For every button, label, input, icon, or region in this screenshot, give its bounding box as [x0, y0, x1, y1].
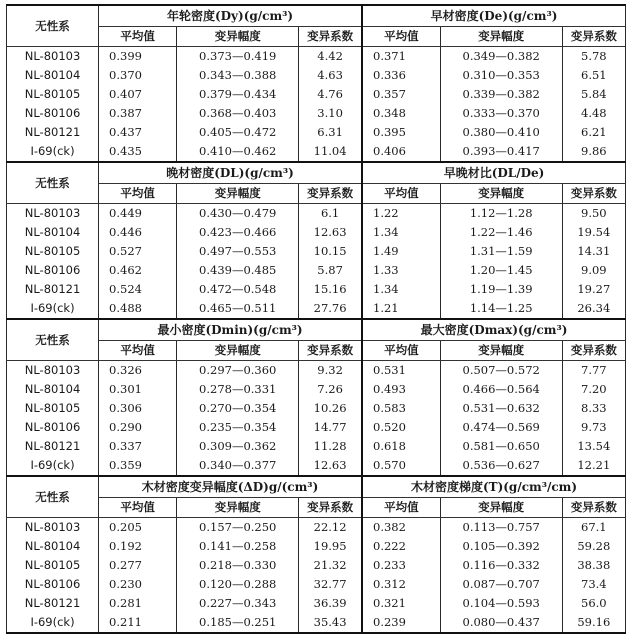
cv-header: 变异系数 — [299, 184, 362, 204]
left-cv: 15.16 — [299, 280, 362, 299]
clone-name: NL-80121 — [7, 437, 99, 456]
clone-name: I-69(ck) — [7, 299, 99, 319]
right-cv: 9.86 — [562, 142, 625, 162]
left-average: 0.399 — [99, 47, 177, 67]
cv-header: 变异系数 — [562, 498, 625, 518]
left-range: 0.278—0.331 — [177, 380, 299, 399]
left-range: 0.379—0.434 — [177, 85, 299, 104]
clone-name: NL-80106 — [7, 261, 99, 280]
left-average: 0.192 — [99, 537, 177, 556]
left-cv: 9.32 — [299, 361, 362, 381]
column-header-row — [7, 27, 626, 47]
left-range: 0.410—0.462 — [177, 142, 299, 162]
right-average: 1.49 — [362, 242, 440, 261]
left-cv: 21.32 — [299, 556, 362, 575]
left-cv: 11.04 — [299, 142, 362, 162]
cv-header: 变异系数 — [562, 341, 625, 361]
left-range: 0.430—0.479 — [177, 204, 299, 224]
right-cv: 19.27 — [562, 280, 625, 299]
table-row — [7, 575, 626, 594]
left-average: 0.449 — [99, 204, 177, 224]
clone-name: NL-80103 — [7, 361, 99, 381]
clone-name: I-69(ck) — [7, 456, 99, 476]
left-range: 0.218—0.330 — [177, 556, 299, 575]
left-range: 0.141—0.258 — [177, 537, 299, 556]
table-row — [7, 242, 626, 261]
table-row — [7, 261, 626, 280]
right-range: 0.310—0.353 — [440, 66, 562, 85]
avg-header: 平均值 — [362, 341, 440, 361]
clone-name: NL-80121 — [7, 280, 99, 299]
right-average: 0.493 — [362, 380, 440, 399]
left-average: 0.306 — [99, 399, 177, 418]
left-average: 0.370 — [99, 66, 177, 85]
right-cv: 19.54 — [562, 223, 625, 242]
column-header-row — [7, 184, 626, 204]
right-range: 0.113—0.757 — [440, 518, 562, 538]
left-range: 0.405—0.472 — [177, 123, 299, 142]
right-cv: 6.51 — [562, 66, 625, 85]
cv-header: 变异系数 — [299, 341, 362, 361]
left-average: 0.407 — [99, 85, 177, 104]
table-row — [7, 123, 626, 142]
section-title-row — [7, 476, 626, 498]
right-average: 1.22 — [362, 204, 440, 224]
table-row — [7, 556, 626, 575]
range-header: 变异幅度 — [177, 184, 299, 204]
table-section — [7, 319, 626, 476]
right-average: 0.348 — [362, 104, 440, 123]
right-average: 1.34 — [362, 280, 440, 299]
right-range: 0.531—0.632 — [440, 399, 562, 418]
table-row — [7, 418, 626, 437]
left-range: 0.439—0.485 — [177, 261, 299, 280]
right-average: 0.583 — [362, 399, 440, 418]
clone-name: NL-80106 — [7, 418, 99, 437]
left-cv: 10.15 — [299, 242, 362, 261]
clone-name: NL-80106 — [7, 104, 99, 123]
right-cv: 9.09 — [562, 261, 625, 280]
clone-name: NL-80106 — [7, 575, 99, 594]
left-average: 0.446 — [99, 223, 177, 242]
left-range: 0.157—0.250 — [177, 518, 299, 538]
clone-name: NL-80104 — [7, 380, 99, 399]
right-range: 0.105—0.392 — [440, 537, 562, 556]
right-metric-title: 最大密度(Dmax)(g/cm³) — [362, 319, 626, 341]
right-cv: 26.34 — [562, 299, 625, 319]
table-section — [7, 5, 626, 162]
table-row — [7, 380, 626, 399]
table-row — [7, 85, 626, 104]
column-header-row — [7, 341, 626, 361]
left-average: 0.277 — [99, 556, 177, 575]
left-cv: 27.76 — [299, 299, 362, 319]
clone-name: NL-80104 — [7, 66, 99, 85]
left-cv: 36.39 — [299, 594, 362, 613]
right-range: 0.080—0.437 — [440, 613, 562, 633]
right-range: 0.536—0.627 — [440, 456, 562, 476]
clone-name: NL-80103 — [7, 204, 99, 224]
table-row — [7, 518, 626, 538]
right-metric-title: 早晚材比(DL/De) — [362, 162, 626, 184]
row-header-label: 无性系 — [7, 5, 99, 47]
cv-header: 变异系数 — [562, 184, 625, 204]
right-metric-title: 早材密度(De)(g/cm³) — [362, 5, 626, 27]
avg-header: 平均值 — [362, 27, 440, 47]
left-cv: 12.63 — [299, 223, 362, 242]
right-range: 1.31—1.59 — [440, 242, 562, 261]
right-cv: 38.38 — [562, 556, 625, 575]
clone-name: NL-80105 — [7, 85, 99, 104]
left-range: 0.373—0.419 — [177, 47, 299, 67]
left-range: 0.343—0.388 — [177, 66, 299, 85]
right-average: 0.618 — [362, 437, 440, 456]
left-cv: 11.28 — [299, 437, 362, 456]
left-range: 0.423—0.466 — [177, 223, 299, 242]
right-average: 0.395 — [362, 123, 440, 142]
left-average: 0.290 — [99, 418, 177, 437]
left-average: 0.211 — [99, 613, 177, 633]
table-row — [7, 613, 626, 633]
right-average: 0.312 — [362, 575, 440, 594]
right-cv: 7.20 — [562, 380, 625, 399]
left-average: 0.326 — [99, 361, 177, 381]
left-cv: 35.43 — [299, 613, 362, 633]
range-header: 变异幅度 — [440, 498, 562, 518]
table-row — [7, 47, 626, 67]
left-range: 0.297—0.360 — [177, 361, 299, 381]
avg-header: 平均值 — [99, 184, 177, 204]
right-average: 0.239 — [362, 613, 440, 633]
left-average: 0.435 — [99, 142, 177, 162]
table-row — [7, 204, 626, 224]
left-average: 0.301 — [99, 380, 177, 399]
left-average: 0.359 — [99, 456, 177, 476]
clone-name: NL-80105 — [7, 556, 99, 575]
table-row — [7, 399, 626, 418]
right-cv: 5.78 — [562, 47, 625, 67]
right-range: 1.14—1.25 — [440, 299, 562, 319]
left-range: 0.309—0.362 — [177, 437, 299, 456]
right-cv: 7.77 — [562, 361, 625, 381]
range-header: 变异幅度 — [440, 184, 562, 204]
right-range: 0.393—0.417 — [440, 142, 562, 162]
left-range: 0.185—0.251 — [177, 613, 299, 633]
density-table — [6, 4, 626, 634]
left-average: 0.437 — [99, 123, 177, 142]
left-average: 0.230 — [99, 575, 177, 594]
table-row — [7, 104, 626, 123]
right-cv: 59.28 — [562, 537, 625, 556]
right-average: 0.371 — [362, 47, 440, 67]
left-cv: 12.63 — [299, 456, 362, 476]
avg-header: 平均值 — [362, 498, 440, 518]
right-range: 0.466—0.564 — [440, 380, 562, 399]
left-average: 0.337 — [99, 437, 177, 456]
left-range: 0.497—0.553 — [177, 242, 299, 261]
right-range: 1.20—1.45 — [440, 261, 562, 280]
left-metric-title: 最小密度(Dmin)(g/cm³) — [99, 319, 362, 341]
right-range: 0.087—0.707 — [440, 575, 562, 594]
table-row — [7, 361, 626, 381]
right-cv: 5.84 — [562, 85, 625, 104]
range-header: 变异幅度 — [177, 498, 299, 518]
cv-header: 变异系数 — [562, 27, 625, 47]
right-range: 0.339—0.382 — [440, 85, 562, 104]
left-range: 0.227—0.343 — [177, 594, 299, 613]
left-range: 0.270—0.354 — [177, 399, 299, 418]
left-range: 0.465—0.511 — [177, 299, 299, 319]
left-range: 0.235—0.354 — [177, 418, 299, 437]
range-header: 变异幅度 — [177, 27, 299, 47]
left-cv: 5.87 — [299, 261, 362, 280]
left-metric-title: 晚材密度(DL)(g/cm³) — [99, 162, 362, 184]
right-average: 0.357 — [362, 85, 440, 104]
right-cv: 73.4 — [562, 575, 625, 594]
right-average: 0.382 — [362, 518, 440, 538]
clone-name: NL-80104 — [7, 223, 99, 242]
right-cv: 4.48 — [562, 104, 625, 123]
right-range: 1.12—1.28 — [440, 204, 562, 224]
table-row — [7, 66, 626, 85]
right-range: 1.22—1.46 — [440, 223, 562, 242]
range-header: 变异幅度 — [177, 341, 299, 361]
clone-name: NL-80105 — [7, 399, 99, 418]
left-cv: 32.77 — [299, 575, 362, 594]
right-range: 1.19—1.39 — [440, 280, 562, 299]
left-average: 0.281 — [99, 594, 177, 613]
row-header-label: 无性系 — [7, 162, 99, 204]
clone-name: I-69(ck) — [7, 142, 99, 162]
left-metric-title: 年轮密度(Dy)(g/cm³) — [99, 5, 362, 27]
left-cv: 3.10 — [299, 104, 362, 123]
cv-header: 变异系数 — [299, 498, 362, 518]
right-average: 0.520 — [362, 418, 440, 437]
right-cv: 6.21 — [562, 123, 625, 142]
row-header-label: 无性系 — [7, 476, 99, 518]
avg-header: 平均值 — [362, 184, 440, 204]
right-cv: 9.50 — [562, 204, 625, 224]
right-cv: 14.31 — [562, 242, 625, 261]
avg-header: 平均值 — [99, 341, 177, 361]
right-range: 0.474—0.569 — [440, 418, 562, 437]
left-cv: 4.42 — [299, 47, 362, 67]
table-row — [7, 594, 626, 613]
left-metric-title: 木材密度变异幅度(ΔD)g/(cm³) — [99, 476, 362, 498]
left-cv: 19.95 — [299, 537, 362, 556]
right-average: 1.34 — [362, 223, 440, 242]
avg-header: 平均值 — [99, 498, 177, 518]
left-range: 0.340—0.377 — [177, 456, 299, 476]
left-average: 0.524 — [99, 280, 177, 299]
right-average: 1.33 — [362, 261, 440, 280]
range-header: 变异幅度 — [440, 27, 562, 47]
table-row — [7, 456, 626, 476]
left-cv: 10.26 — [299, 399, 362, 418]
left-cv: 22.12 — [299, 518, 362, 538]
right-average: 0.233 — [362, 556, 440, 575]
right-range: 0.380—0.410 — [440, 123, 562, 142]
left-cv: 6.1 — [299, 204, 362, 224]
clone-name: NL-80103 — [7, 47, 99, 67]
right-cv: 13.54 — [562, 437, 625, 456]
left-average: 0.462 — [99, 261, 177, 280]
left-range: 0.472—0.548 — [177, 280, 299, 299]
left-average: 0.488 — [99, 299, 177, 319]
table-row — [7, 280, 626, 299]
section-title-row — [7, 319, 626, 341]
table-row — [7, 537, 626, 556]
column-header-row — [7, 498, 626, 518]
left-cv: 14.77 — [299, 418, 362, 437]
table-row — [7, 142, 626, 162]
right-average: 0.222 — [362, 537, 440, 556]
left-cv: 7.26 — [299, 380, 362, 399]
clone-name: NL-80121 — [7, 594, 99, 613]
avg-header: 平均值 — [99, 27, 177, 47]
left-average: 0.527 — [99, 242, 177, 261]
left-cv: 4.76 — [299, 85, 362, 104]
right-average: 1.21 — [362, 299, 440, 319]
table-row — [7, 437, 626, 456]
cv-header: 变异系数 — [299, 27, 362, 47]
clone-name: NL-80121 — [7, 123, 99, 142]
right-average: 0.321 — [362, 594, 440, 613]
section-title-row — [7, 162, 626, 184]
range-header: 变异幅度 — [440, 341, 562, 361]
row-header-label: 无性系 — [7, 319, 99, 361]
right-average: 0.570 — [362, 456, 440, 476]
table-section — [7, 476, 626, 633]
clone-name: NL-80103 — [7, 518, 99, 538]
table-section — [7, 162, 626, 319]
right-cv: 9.73 — [562, 418, 625, 437]
right-range: 0.581—0.650 — [440, 437, 562, 456]
right-average: 0.336 — [362, 66, 440, 85]
right-cv: 8.33 — [562, 399, 625, 418]
left-cv: 6.31 — [299, 123, 362, 142]
right-metric-title: 木材密度梯度(T)(g/cm³/cm) — [362, 476, 626, 498]
clone-name: NL-80104 — [7, 537, 99, 556]
right-cv: 59.16 — [562, 613, 625, 633]
right-average: 0.531 — [362, 361, 440, 381]
left-cv: 4.63 — [299, 66, 362, 85]
table-row — [7, 299, 626, 319]
section-title-row — [7, 5, 626, 27]
right-cv: 56.0 — [562, 594, 625, 613]
right-range: 0.333—0.370 — [440, 104, 562, 123]
clone-name: I-69(ck) — [7, 613, 99, 633]
right-range: 0.349—0.382 — [440, 47, 562, 67]
left-average: 0.387 — [99, 104, 177, 123]
clone-name: NL-80105 — [7, 242, 99, 261]
left-range: 0.368—0.403 — [177, 104, 299, 123]
right-cv: 12.21 — [562, 456, 625, 476]
right-range: 0.507—0.572 — [440, 361, 562, 381]
right-range: 0.104—0.593 — [440, 594, 562, 613]
right-average: 0.406 — [362, 142, 440, 162]
right-cv: 67.1 — [562, 518, 625, 538]
left-range: 0.120—0.288 — [177, 575, 299, 594]
right-range: 0.116—0.332 — [440, 556, 562, 575]
table-row — [7, 223, 626, 242]
wood-density-table — [6, 4, 626, 634]
left-average: 0.205 — [99, 518, 177, 538]
